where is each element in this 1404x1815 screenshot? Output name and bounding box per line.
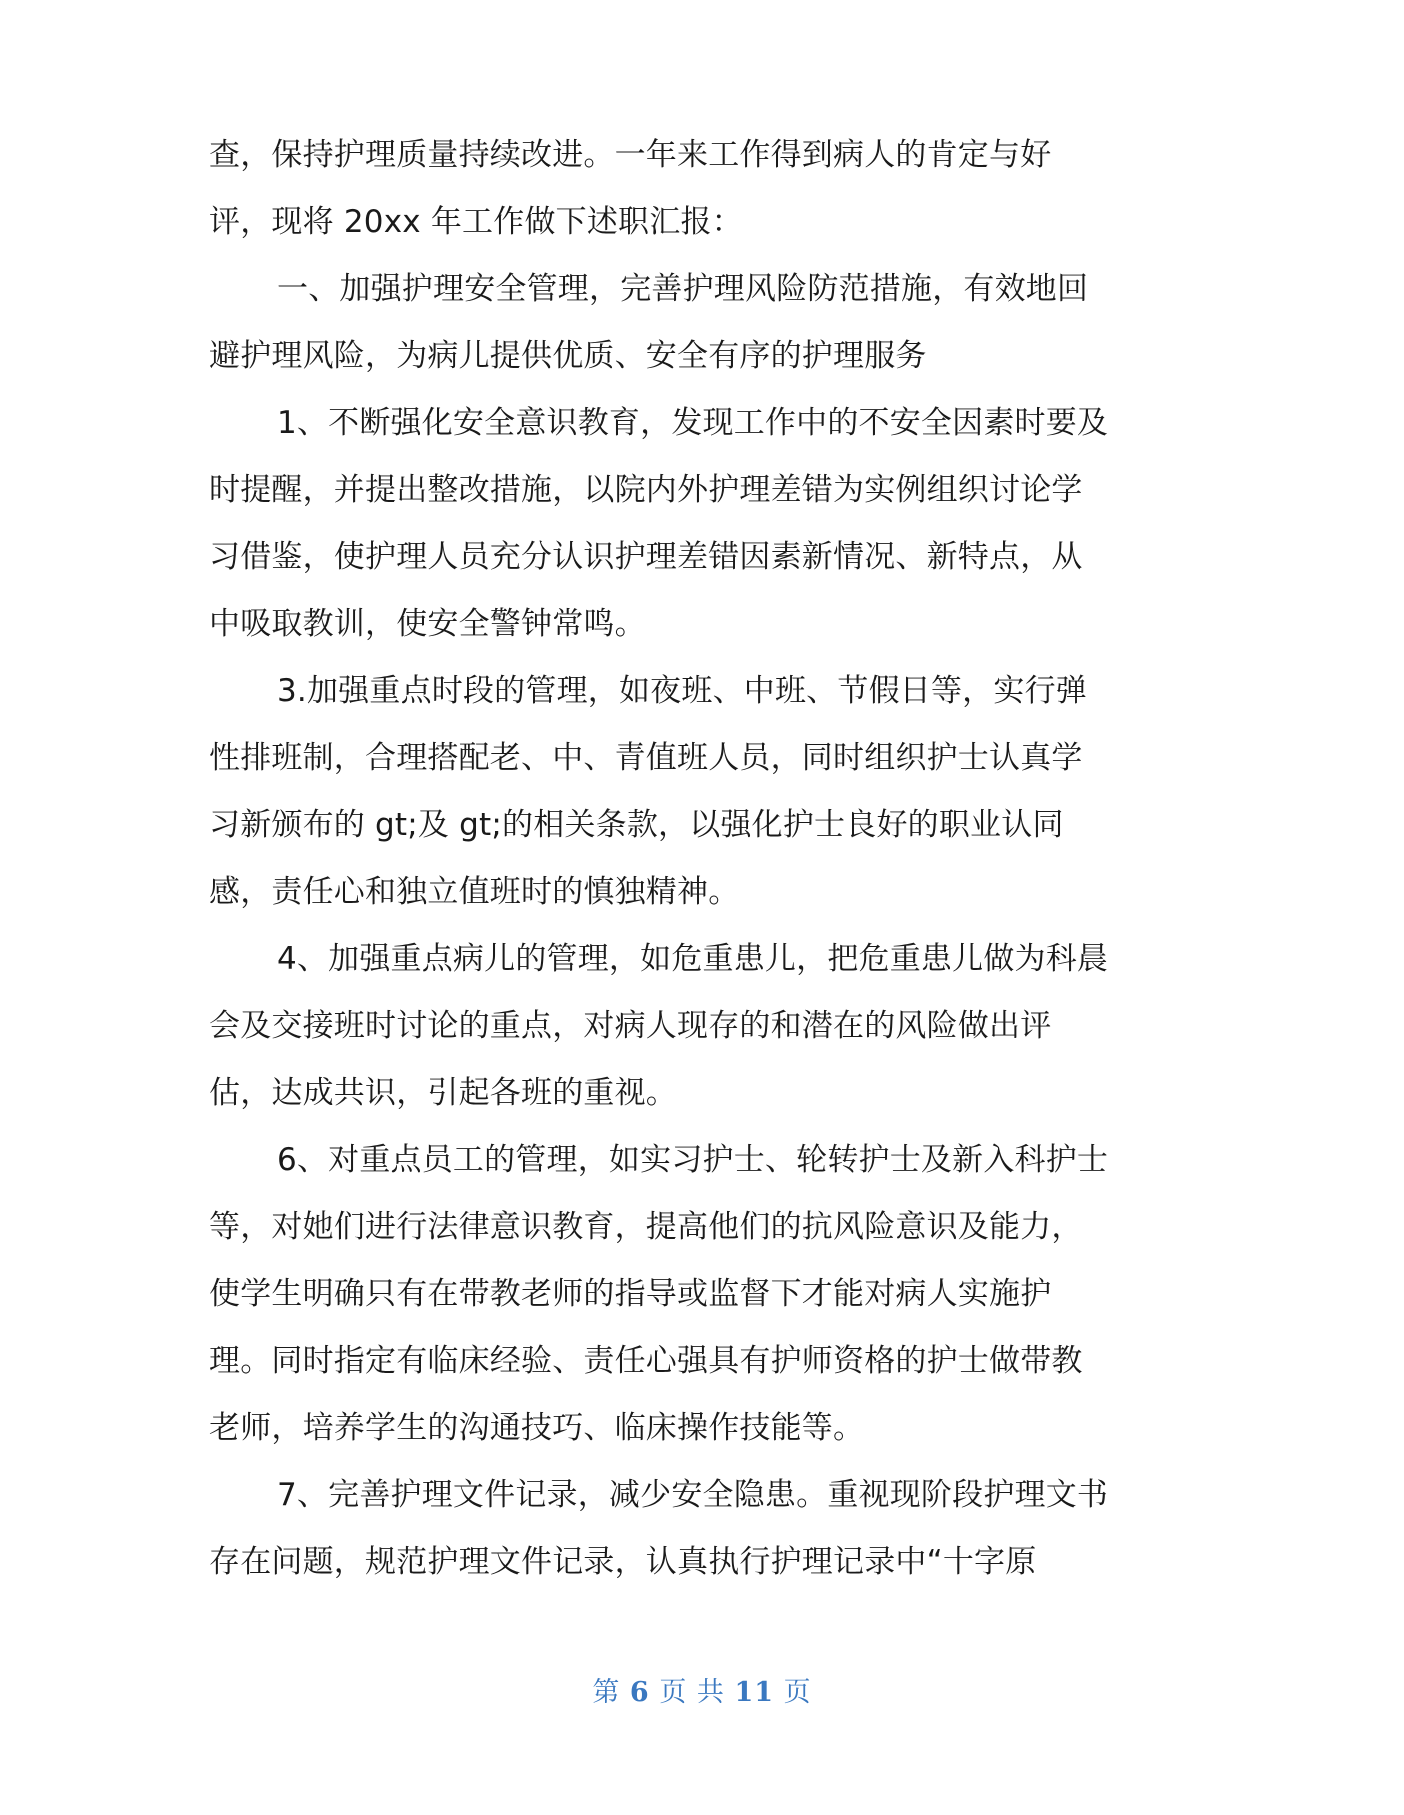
footer-middle: 页 共 <box>659 1677 725 1708</box>
text-line: 查，保持护理质量持续改进。一年来工作得到病人的肯定与好 <box>209 137 1052 173</box>
text-line: 等，对她们进行法律意识教育，提高他们的抗风险意识及能力， <box>209 1209 1083 1245</box>
text-line: 时提醒，并提出整改措施，以院内外护理差错为实例组织讨论学 <box>209 472 1083 508</box>
text-line: 感，责任心和独立值班时的慎独精神。 <box>209 874 740 910</box>
text-line: 4、加强重点病儿的管理，如危重患儿，把危重患儿做为科晨 <box>277 941 1109 977</box>
current-page-number: 6 <box>629 1677 650 1708</box>
page-footer <box>0 1670 1404 1709</box>
text-line: 3.加强重点时段的管理，如夜班、中班、节假日等，实行弹 <box>277 673 1087 709</box>
text-line: 6、对重点员工的管理，如实习护士、轮转护士及新入科护士 <box>277 1142 1109 1178</box>
text-line: 会及交接班时讨论的重点，对病人现存的和潜在的风险做出评 <box>209 1008 1052 1044</box>
text-line: 存在问题，规范护理文件记录，认真执行护理记录中“十字原 <box>209 1544 1037 1580</box>
text-line: 评，现将 20xx 年工作做下述职汇报： <box>209 204 743 240</box>
text-line: 老师，培养学生的沟通技巧、临床操作技能等。 <box>209 1410 865 1446</box>
text-line: 中吸取教训，使安全警钟常鸣。 <box>209 606 646 642</box>
text-line: 1、不断强化安全意识教育，发现工作中的不安全因素时要及 <box>277 405 1109 441</box>
section-heading-line: 避护理风险，为病儿提供优质、安全有序的护理服务 <box>209 338 927 374</box>
text-line: 理。同时指定有临床经验、责任心强具有护师资格的护士做带教 <box>209 1343 1083 1379</box>
section-heading-line: 一、加强护理安全管理，完善护理风险防范措施，有效地回 <box>277 271 1089 307</box>
total-pages-number: 11 <box>734 1677 775 1708</box>
text-line: 习借鉴，使护理人员充分认识护理差错因素新情况、新特点，从 <box>209 539 1083 575</box>
text-line: 使学生明确只有在带教老师的指导或监督下才能对病人实施护 <box>209 1276 1052 1312</box>
footer-suffix: 页 <box>783 1677 812 1708</box>
text-line: 估，达成共识，引起各班的重视。 <box>209 1075 677 1111</box>
text-line: 性排班制，合理搭配老、中、青值班人员，同时组织护士认真学 <box>209 740 1083 776</box>
body-text <box>209 122 1199 1596</box>
text-line: 7、完善护理文件记录，减少安全隐患。重视现阶段护理文书 <box>277 1477 1109 1513</box>
text-line: 习新颁布的 gt;及 gt;的相关条款，以强化护士良好的职业认同 <box>209 807 1064 843</box>
footer-prefix: 第 <box>592 1677 621 1708</box>
